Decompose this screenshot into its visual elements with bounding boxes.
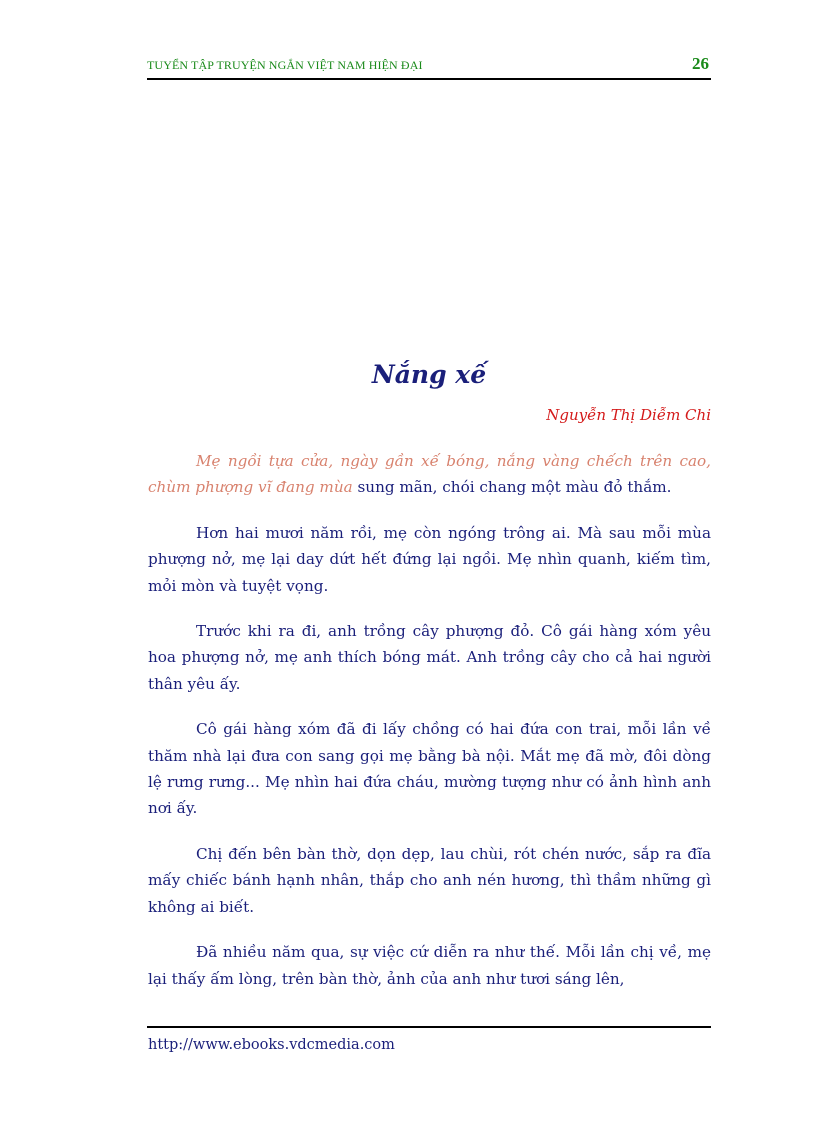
page-header xyxy=(147,54,711,80)
paragraph: Hơn hai mươi năm rồi, mẹ còn ngóng trông ai. Mà sau mỗi mùa phượng nở, mẹ lại day dứt hết đứng lại ngồi. Mẹ nhìn quanh, kiếm tìm, mỏi mòn và tuyệt vọng. xyxy=(148,523,711,595)
footer-link[interactable]: http://www.ebooks.vdcmedia.com xyxy=(148,1037,395,1053)
paragraph: Đã nhiều năm qua, sự việc cứ diễn ra như thế. Mỗi lần chị về, mẹ lại thấy ấm lòng, trên bàn thờ, ảnh của anh như tươi sáng lên, xyxy=(148,943,711,988)
paragraph: Chị đến bên bàn thờ, dọn dẹp, lau chùi, rót chén nước, sắp ra đĩa mấy chiếc bánh hạnh nhân, thắp cho anh nén hương, thì thầm những gì không ai biết. xyxy=(148,844,711,916)
opening-text: sung mãn, chói chang một màu đỏ thắm. xyxy=(352,478,672,497)
page-number: 26 xyxy=(692,54,709,73)
story-title: Nắng xế xyxy=(371,360,487,389)
paragraph: Cô gái hàng xóm đã đi lấy chồng có hai đứa con trai, mỗi lần về thăm nhà lại đưa con sang gọi mẹ bằng bà nội. Mắt mẹ đã mờ, đôi dòng lệ rưng rưng... Mẹ nhìn hai đứa cháu, mường tượng như có ảnh hình anh nơi ấy. xyxy=(148,720,711,818)
book-title: TUYỂN TẬP TRUYỆN NGẮN VIỆT NAM HIỆN ĐẠI xyxy=(147,58,423,72)
story-author: Nguyễn Thị Diễm Chi xyxy=(546,406,711,424)
opening-italic-text: Mẹ ngồi tựa cửa, ngày gần xế bóng, nắng vàng chếch trên cao, chùm phượng vĩ đang mùa xyxy=(148,452,711,497)
page-footer xyxy=(147,1026,711,1053)
story-body xyxy=(148,448,711,1011)
paragraph: Trước khi ra đi, anh trồng cây phượng đỏ. Cô gái hàng xóm yêu hoa phượng nở, mẹ anh thích bóng mát. Anh trồng cây cho cả hai người thân yêu ấy. xyxy=(148,622,711,693)
paragraph xyxy=(148,448,711,501)
